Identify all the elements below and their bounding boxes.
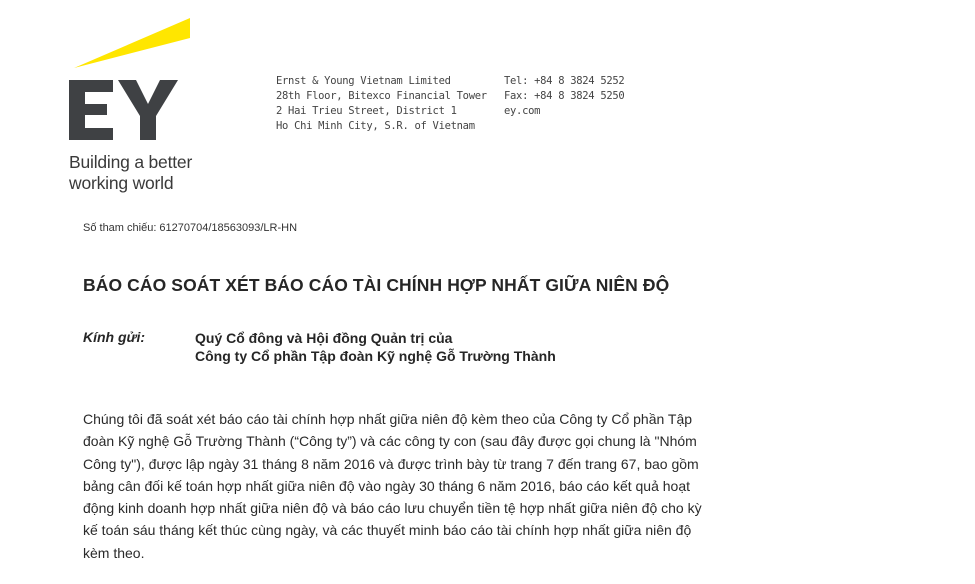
paragraph-line: bảng cân đối kế toán hợp nhất giữa niên độ vào ngày 30 tháng 6 năm 2016, báo cáo kết quả hoạt: [83, 477, 691, 494]
address-line: 2 Hai Trieu Street, District 1: [276, 105, 457, 117]
logo-tagline: [69, 152, 192, 194]
addressee-line: Quý Cổ đông và Hội đồng Quản trị của: [195, 330, 453, 346]
ey-logo-mark: [60, 16, 230, 146]
tagline-line: working world: [69, 173, 174, 193]
contact-fax: Fax: +84 8 3824 5250: [504, 90, 625, 102]
tagline-line: Building a better: [69, 152, 193, 172]
paragraph-line: Công ty"), được lập ngày 31 tháng 8 năm 2016 và được trình bày từ trang 7 đến trang 67, bao gồm: [83, 455, 699, 472]
address-line: Ernst & Young Vietnam Limited: [276, 75, 451, 87]
paragraph-line: kế toán sáu tháng kết thúc cùng ngày, và các thuyết minh báo cáo tài chính hợp nhất giữa niên độ: [83, 522, 692, 539]
contact-web: ey.com: [504, 105, 541, 117]
paragraph-line: kèm theo.: [83, 544, 145, 561]
reference-number: Số tham chiếu: 61270704/18563093/LR-HN: [83, 222, 298, 234]
report-title: BÁO CÁO SOÁT XÉT BÁO CÁO TÀI CHÍNH HỢP NHẤT GIỮA NIÊN ĐỘ: [83, 275, 670, 295]
address-line: Ho Chi Minh City, S.R. of Vietnam: [276, 120, 475, 132]
company-address: [276, 74, 487, 134]
contact-tel: Tel: +84 8 3824 5252: [504, 75, 625, 87]
paragraph-line: Chúng tôi đã soát xét báo cáo tài chính hợp nhất giữa niên độ kèm theo của Công ty Cổ phần Tập: [83, 411, 693, 427]
addressee-line: Công ty Cổ phần Tập đoàn Kỹ nghệ Gỗ Trường Thành: [195, 348, 556, 364]
paragraph-line: động kinh doanh hợp nhất giữa niên độ và báo cáo lưu chuyển tiền tệ hợp nhất giữa niên độ cho kỳ: [83, 500, 702, 517]
addressee: [195, 329, 556, 365]
address-line: 28th Floor, Bitexco Financial Tower: [276, 90, 487, 102]
logo-yellow-beam: [74, 18, 190, 68]
body-paragraph: [83, 408, 702, 564]
addressee-label: Kính gửi:: [83, 329, 146, 345]
company-contact: [504, 74, 624, 119]
paragraph-line: đoàn Kỹ nghệ Gỗ Trường Thành (“Công ty”) và các công ty con (sau đây được gọi chung là "Nhóm: [83, 433, 697, 450]
